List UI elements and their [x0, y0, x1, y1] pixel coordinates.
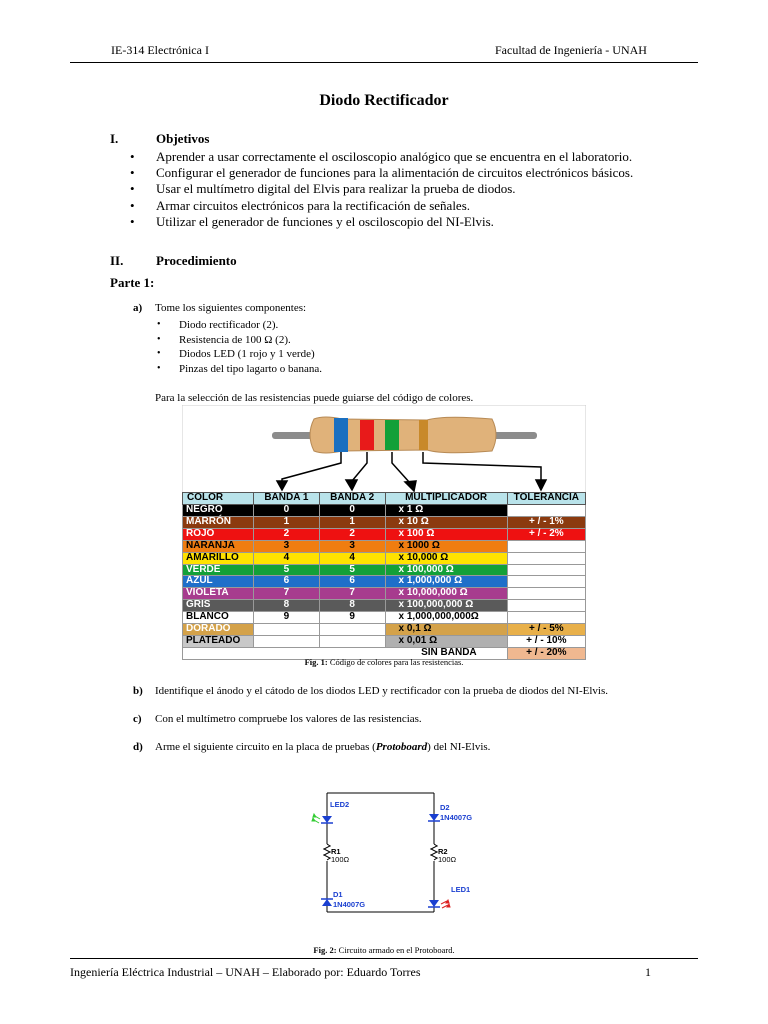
band1-cell: 9 — [253, 612, 319, 624]
step-d-text-pre: Arme el siguiente circuito en la placa de pruebas ( — [155, 741, 376, 753]
band2-cell: 5 — [319, 564, 385, 576]
footer-rule — [70, 958, 698, 959]
objective-text: Armar circuitos electrónicos para la rectificación de señales. — [156, 197, 471, 213]
tolerance-cell: + / - 20% — [507, 647, 585, 659]
table-row — [183, 552, 586, 564]
list-item — [130, 149, 633, 165]
figure-1-caption — [0, 657, 768, 667]
step-d-text — [155, 741, 490, 753]
r1-label: R1 — [331, 847, 341, 856]
list-item — [130, 198, 633, 214]
band-green — [385, 420, 399, 450]
step-b-text: Identifique el ánodo y el cátodo de los diodos LED y rectificador con la prueba de diodos del NI-Elvis. — [155, 685, 609, 697]
component-text: Diodos LED (1 rojo y 1 verde) — [179, 348, 315, 361]
header-faculty: Facultad de Ingeniería - UNAH — [495, 43, 647, 57]
tolerance-cell — [507, 540, 585, 552]
color-name-cell: DORADO — [183, 624, 254, 636]
multiplier-cell: x 10 Ω — [385, 516, 507, 528]
d1-label: D1 — [333, 890, 343, 899]
objective-text: Configurar el generador de funciones para la alimentación de circuitos electrónicos básicos. — [156, 165, 634, 181]
color-name-cell: NARANJA — [183, 540, 254, 552]
color-name-cell: ROJO — [183, 528, 254, 540]
circuit-diagram — [290, 788, 500, 922]
page-number: 1 — [645, 965, 651, 979]
led2-label: LED2 — [330, 800, 350, 809]
tolerance-cell — [507, 564, 585, 576]
color-name-cell: BLANCO — [183, 612, 254, 624]
led1-symbol — [429, 900, 439, 907]
band1-cell — [253, 635, 319, 647]
objective-text: Usar el multímetro digital del Elvis para realizar la prueba de diodos. — [156, 181, 516, 197]
band1-cell: 1 — [253, 516, 319, 528]
list-item — [130, 181, 633, 197]
header-rule — [70, 62, 698, 63]
section-2-number: II. — [110, 253, 124, 268]
step-d-letter: d) — [133, 741, 143, 753]
objectives-list — [130, 149, 633, 230]
band2-cell: 2 — [319, 528, 385, 540]
section-1-number: I. — [110, 131, 119, 146]
column-header: MULTIPLICADOR — [385, 493, 507, 505]
r1-value: 100Ω — [331, 855, 350, 864]
tolerance-cell — [507, 612, 585, 624]
tolerance-cell: + / - 5% — [507, 624, 585, 636]
table-row — [183, 624, 586, 636]
section-2-title: Procedimiento — [156, 253, 237, 268]
tolerance-cell: + / - 10% — [507, 635, 585, 647]
band-red — [360, 420, 374, 450]
color-name-cell: PLATEADO — [183, 635, 254, 647]
color-code-table — [182, 492, 586, 660]
tolerance-cell — [507, 505, 585, 517]
list-item — [130, 165, 633, 181]
column-header: BANDA 2 — [319, 493, 385, 505]
step-b-letter: b) — [133, 685, 143, 697]
objective-text: Aprender a usar correctamente el osciloscopio analógico que se encuentra en el laboratorio. — [156, 149, 633, 164]
band1-cell: 3 — [253, 540, 319, 552]
color-code-note: Para la selección de las resistencias puede guiarse del código de colores. — [155, 392, 474, 404]
band1-cell: 5 — [253, 564, 319, 576]
part-heading: Parte 1: — [110, 275, 155, 290]
table-row — [183, 516, 586, 528]
component-text: Resistencia de 100 Ω (2). — [179, 333, 291, 346]
color-name-cell: VIOLETA — [183, 588, 254, 600]
table-row — [183, 588, 586, 600]
band2-cell: 0 — [319, 505, 385, 517]
no-band-label: SIN BANDA — [183, 647, 508, 659]
band1-cell: 7 — [253, 588, 319, 600]
r2-value: 100Ω — [438, 855, 457, 864]
list-item — [155, 318, 322, 333]
list-item — [155, 333, 322, 348]
led2-symbol — [322, 816, 332, 823]
band2-cell — [319, 624, 385, 636]
d2-symbol — [429, 814, 439, 821]
color-name-cell: AMARILLO — [183, 552, 254, 564]
footer-credits: Ingeniería Eléctrica Industrial – UNAH – Elaborado por: Eduardo Torres — [70, 965, 421, 979]
color-name-cell: GRIS — [183, 600, 254, 612]
tolerance-cell: + / - 1% — [507, 516, 585, 528]
d1-part: 1N4007G — [333, 900, 366, 909]
figure-1-text: Código de colores para las resistencias. — [327, 657, 464, 667]
band1-cell: 8 — [253, 600, 319, 612]
table-row — [183, 612, 586, 624]
band-gold — [419, 420, 428, 450]
tolerance-cell — [507, 588, 585, 600]
band1-cell: 0 — [253, 505, 319, 517]
d1-symbol — [322, 899, 332, 906]
multiplier-cell: x 10,000 Ω — [385, 552, 507, 564]
band-blue — [334, 418, 348, 452]
color-name-cell: AZUL — [183, 576, 254, 588]
resistor-diagram — [182, 405, 586, 493]
list-item — [155, 362, 322, 377]
table-row — [183, 505, 586, 517]
tolerance-cell — [507, 576, 585, 588]
multiplier-cell: x 0,01 Ω — [385, 635, 507, 647]
multiplier-cell: x 1,000,000,000Ω — [385, 612, 507, 624]
band2-cell: 3 — [319, 540, 385, 552]
step-d-text-post: ) del NI-Elvis. — [427, 741, 491, 753]
figure-2-text: Circuito armado en el Protoboard. — [336, 945, 455, 955]
multiplier-cell: x 1 Ω — [385, 505, 507, 517]
led1-label: LED1 — [451, 885, 471, 894]
multiplier-cell: x 1000 Ω — [385, 540, 507, 552]
bullet-icon: • — [130, 165, 135, 181]
column-header: BANDA 1 — [253, 493, 319, 505]
component-text: Pinzas del tipo lagarto o banana. — [179, 362, 322, 375]
band1-cell: 2 — [253, 528, 319, 540]
component-text: Diodo rectificador (2). — [179, 319, 279, 331]
section-1-title: Objetivos — [156, 131, 210, 146]
step-d-protoboard: Protoboard — [375, 741, 428, 753]
color-name-cell: MARRÓN — [183, 516, 254, 528]
bullet-icon: • — [130, 181, 135, 197]
table-row — [183, 600, 586, 612]
column-header: COLOR — [183, 493, 254, 505]
band1-cell: 6 — [253, 576, 319, 588]
multiplier-cell: x 100,000 Ω — [385, 564, 507, 576]
bullet-icon: • — [130, 213, 135, 229]
multiplier-cell: x 0,1 Ω — [385, 624, 507, 636]
band1-cell: 4 — [253, 552, 319, 564]
color-name-cell: NEGRO — [183, 505, 254, 517]
band2-cell: 9 — [319, 612, 385, 624]
band2-cell: 4 — [319, 552, 385, 564]
bullet-icon: • — [130, 197, 135, 213]
tolerance-cell: + / - 2% — [507, 528, 585, 540]
multiplier-cell: x 1,000,000 Ω — [385, 576, 507, 588]
table-row — [183, 540, 586, 552]
table-row — [183, 635, 586, 647]
list-item — [155, 347, 322, 362]
step-c-letter: c) — [133, 713, 142, 725]
bullet-icon: • — [157, 319, 161, 330]
table-row — [183, 576, 586, 588]
step-a-text: Tome los siguientes componentes: — [155, 302, 307, 314]
page-title: Diodo Rectificador — [319, 92, 449, 109]
table-row — [183, 564, 586, 576]
band1-cell — [253, 624, 319, 636]
step-a-letter: a) — [133, 302, 143, 314]
tolerance-cell — [507, 552, 585, 564]
bullet-icon: • — [157, 333, 161, 345]
band2-cell: 6 — [319, 576, 385, 588]
bullet-icon: • — [157, 362, 161, 374]
figure-2-caption — [0, 945, 768, 955]
multiplier-cell: x 100 Ω — [385, 528, 507, 540]
r2-label: R2 — [438, 847, 448, 856]
band2-cell — [319, 635, 385, 647]
tolerance-cell — [507, 600, 585, 612]
led2-light-icon — [312, 814, 320, 823]
multiplier-cell: x 10,000,000 Ω — [385, 588, 507, 600]
multiplier-cell: x 100,000,000 Ω — [385, 600, 507, 612]
color-name-cell: VERDE — [183, 564, 254, 576]
d2-label: D2 — [440, 803, 450, 812]
objective-text: Utilizar el generador de funciones y el osciloscopio del NI-Elvis. — [156, 213, 494, 229]
header-course: IE-314 Electrónica I — [111, 43, 209, 57]
table-row — [183, 528, 586, 540]
table-header-row — [183, 493, 586, 505]
band2-cell: 8 — [319, 600, 385, 612]
bullet-icon: • — [157, 348, 161, 360]
list-item — [130, 214, 633, 230]
band2-cell: 7 — [319, 588, 385, 600]
bullet-icon: • — [130, 149, 135, 164]
figure-1-label: Fig. 1: — [304, 657, 328, 667]
d2-part: 1N4007G — [440, 813, 473, 822]
figure-2-label: Fig. 2: — [313, 945, 337, 955]
band2-cell: 1 — [319, 516, 385, 528]
components-list — [155, 318, 322, 376]
step-c-text: Con el multímetro compruebe los valores de las resistencias. — [155, 713, 422, 725]
column-header: TOLERANCIA — [507, 493, 585, 505]
led1-light-icon — [441, 900, 450, 908]
